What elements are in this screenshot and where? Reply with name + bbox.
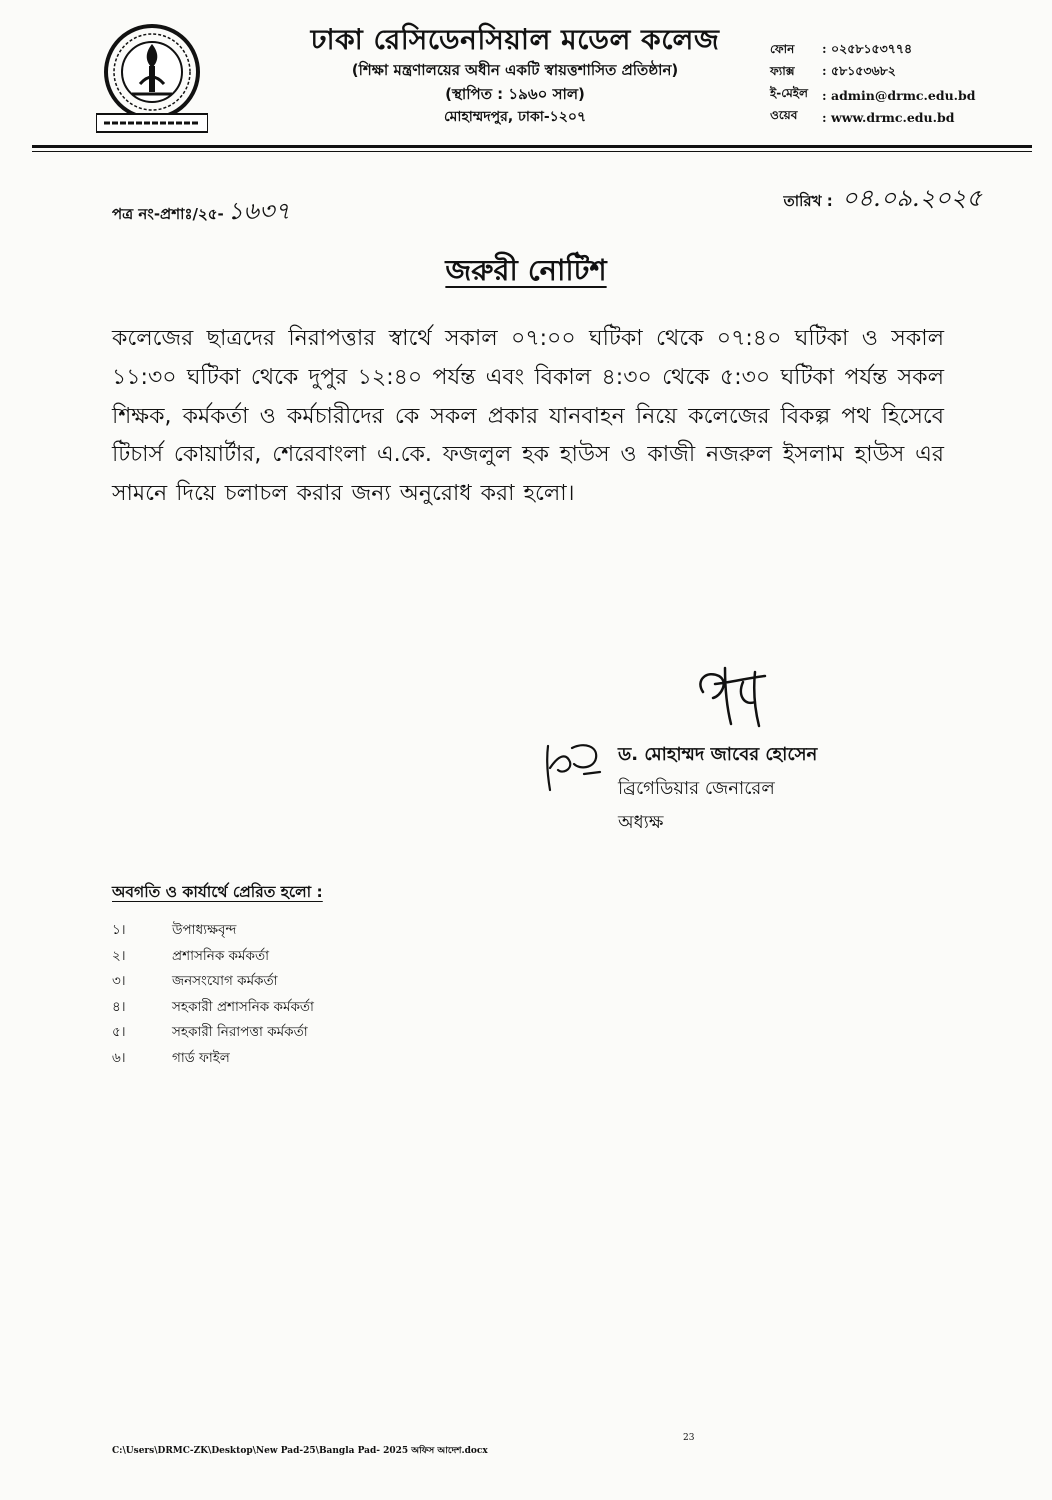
contact-value: : www.drmc.edu.bd [822, 109, 955, 125]
distribution-list [112, 918, 314, 1071]
list-item-text: জনসংযোগ কর্মকর্তা [172, 973, 278, 990]
date-label: তারিখ : [783, 192, 833, 210]
list-item-text: উপাধ্যক্ষবৃন্দ [172, 922, 237, 939]
contact-label: ই-মেইল [770, 86, 808, 100]
contact-value: : ০২৫৮১৫৩৭৭৪ [822, 41, 913, 56]
college-established: (স্থাপিত : ১৯৬০ সাল) [445, 85, 585, 103]
letterhead-rule [32, 145, 1032, 148]
list-item-text: সহকারী প্রশাসনিক কর্মকর্তা [172, 998, 314, 1015]
list-item-text: গার্ড ফাইল [172, 1049, 230, 1066]
signatory-position: অধ্যক্ষ [618, 812, 664, 833]
list-item-number: ৪। [112, 998, 126, 1015]
list-item [112, 944, 314, 970]
contact-row-fax [770, 62, 1040, 84]
list-item [112, 1046, 314, 1072]
college-subtitle: (শিক্ষা মন্ত্রণালয়ের অধীন একটি স্বায়ত্তশাসিত প্রতিষ্ঠান) [351, 61, 679, 79]
memo-date [784, 180, 982, 220]
date-handwritten-value: ০৪.০৯.২০২৫ [841, 184, 982, 212]
contact-row-email [770, 84, 1040, 106]
footer-file-path: C:\Users\DRMC-ZK\Desktop\New Pad-25\Bangla Pad- 2025 অফিস আদেশ.docx [112, 1446, 488, 1456]
page-number: 23 [683, 1433, 695, 1443]
contact-value: : ৫৮১৫৩৬৮২ [822, 63, 896, 78]
contact-row-phone [770, 40, 1040, 62]
notice-title [0, 248, 1052, 297]
college-crest-icon [96, 22, 208, 134]
memo-number [112, 193, 290, 233]
memo-handwritten-number: ১৬৩৭ [227, 197, 291, 225]
list-item [112, 995, 314, 1021]
list-item-number: ২। [112, 947, 126, 964]
contact-label: ওয়েব [770, 108, 798, 122]
list-item [112, 1020, 314, 1046]
list-item [112, 969, 314, 995]
contact-label: ফোন [770, 42, 795, 56]
initial-mark-icon [540, 738, 610, 794]
distribution-title: অবগতি ও কার্যার্থে প্রেরিত হলো : [112, 883, 323, 901]
letterhead-center [250, 22, 780, 128]
letterhead-rule-thin [32, 151, 1032, 152]
list-item-number: ৬। [112, 1049, 126, 1066]
list-item-text: সহকারী নিরাপত্তা কর্মকর্তা [172, 1024, 308, 1041]
contact-block [770, 40, 1040, 128]
list-item-text: প্রশাসনিক কর্মকর্তা [172, 947, 269, 964]
list-item-number: ৫। [112, 1024, 126, 1041]
signatory-rank: ব্রিগেডিয়ার জেনারেল [618, 778, 775, 799]
signatory-name: ড. মোহাম্মদ জাবের হোসেন [618, 744, 818, 765]
signatory-block [618, 738, 817, 840]
contact-label: ফ্যাক্স [770, 64, 795, 78]
contact-value: : admin@drmc.edu.bd [822, 87, 976, 103]
college-name: ঢাকা রেসিডেনসিয়াল মডেল কলেজ [310, 23, 720, 56]
notice-body: কলেজের ছাত্রদের নিরাপত্তার স্বার্থে সকাল ০৭:০০ ঘটিকা থেকে ০৭:৪০ ঘটিকা ও সকাল ১১:৩০ ঘটিকা থেকে দুপুর ১২:৪০ পর্যন্ত এবং বিকাল ৪:৩০ থেকে ৫:৩০ ঘটিকা পর্যন্ত সকল শিক্ষক, কর্মকর্তা ও কর্মচারীদের কে সকল প্রকার যানবাহন নিয়ে কলেজের বিকল্প পথ হিসেবে টিচার্স কোয়ার্টার, শেরেবাংলা এ.কে. ফজলুল হক হাউস ও কাজী নজরুল ইসলাম হাউস এর সামনে দিয়ে চলাচল করার জন্য অনুরোধ করা হলো। [112, 326, 944, 507]
signature-mark-icon [685, 662, 785, 732]
memo-prefix: পত্র নং-প্রশাঃ/২৫- [112, 205, 224, 223]
contact-row-web [770, 106, 1040, 128]
list-item-number: ১। [112, 922, 126, 939]
list-item-number: ৩। [112, 973, 126, 990]
college-address: মোহাম্মদপুর, ঢাকা-১২০৭ [443, 109, 587, 125]
list-item [112, 918, 314, 944]
notice-title-text: জরুরী নোটিশ [445, 253, 607, 287]
